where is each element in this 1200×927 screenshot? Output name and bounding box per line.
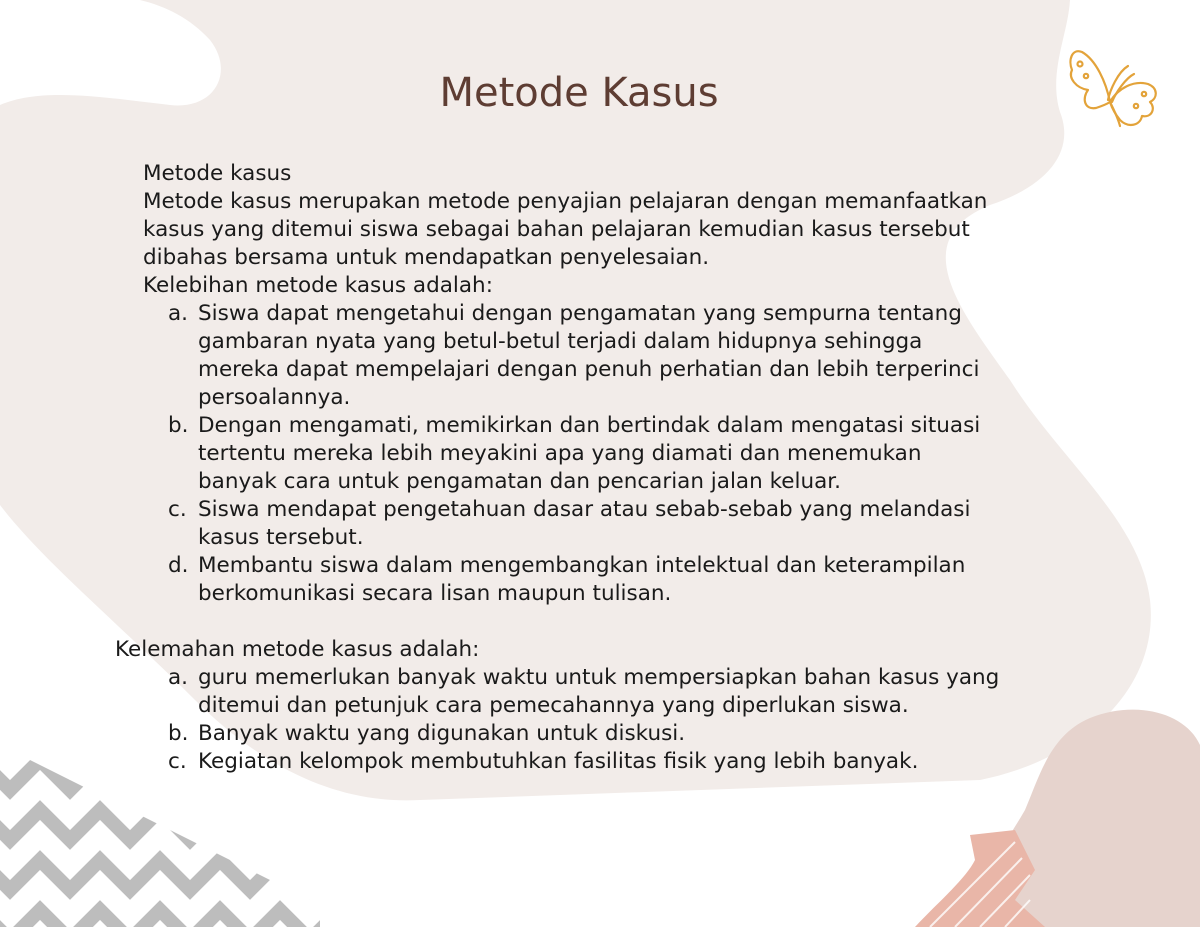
kelebihan-list — [0, 300, 1200, 608]
list-item — [0, 748, 1108, 776]
list-item-line: Banyak waktu yang digunakan untuk diskusi. — [198, 721, 686, 746]
list-item-line: Dengan mengamati, memikirkan dan bertindak dalam mengatasi situasi — [198, 413, 981, 438]
list-item-line: banyak cara untuk pengamatan dan pencarian jalan keluar. — [198, 469, 841, 494]
list-marker: c. — [168, 497, 187, 522]
list-item-line: Kegiatan kelompok membutuhkan fasilitas fisik yang lebih banyak. — [198, 749, 919, 774]
intro-line: Metode kasus merupakan metode penyajian pelajaran dengan memanfaatkan — [143, 189, 988, 214]
list-item-line: kasus tersebut. — [198, 525, 364, 550]
list-item-line: ditemui dan petunjuk cara pemecahannya yang diperlukan siswa. — [198, 693, 909, 718]
list-item-line: Siswa dapat mengetahui dengan pengamatan yang sempurna tentang — [198, 301, 962, 326]
list-item-line: mereka dapat mempelajari dengan penuh perhatian dan lebih terperinci — [198, 357, 980, 382]
list-item — [0, 664, 1108, 720]
list-item — [0, 412, 1108, 496]
list-item-line: guru memerlukan banyak waktu untuk mempersiapkan bahan kasus yang — [198, 665, 1000, 690]
list-marker: c. — [168, 749, 187, 774]
list-item-line: tertentu mereka lebih meyakini apa yang diamati dan menemukan — [198, 441, 922, 466]
list-item — [0, 720, 1108, 748]
intro-line: kasus yang ditemui siswa sebagai bahan pelajaran kemudian kasus tersebut — [143, 217, 970, 242]
kelemahan-list — [0, 664, 1200, 776]
list-item-line: gambaran nyata yang betul-betul terjadi dalam hidupnya sehingga — [198, 329, 923, 354]
intro-heading: Metode kasus — [143, 161, 292, 186]
list-marker: b. — [168, 413, 189, 438]
list-item-line: persoalannya. — [198, 385, 351, 410]
intro-line: dibahas bersama untuk mendapatkan penyelesaian. — [143, 245, 710, 270]
list-marker: b. — [168, 721, 189, 746]
list-marker: a. — [168, 665, 189, 690]
kelebihan-heading: Kelebihan metode kasus adalah: — [143, 273, 493, 298]
list-item-line: Siswa mendapat pengetahuan dasar atau sebab-sebab yang melandasi — [198, 497, 971, 522]
list-marker: d. — [168, 553, 189, 578]
page-title: Metode Kasus — [439, 70, 719, 116]
spacer — [0, 608, 1200, 636]
list-item-line: Membantu siswa dalam mengembangkan intelektual dan keterampilan — [198, 553, 966, 578]
list-item — [0, 552, 1108, 608]
slide-content — [0, 160, 1200, 776]
list-item — [0, 496, 1108, 552]
list-item-line: berkomunikasi secara lisan maupun tulisan. — [198, 581, 672, 606]
list-item — [0, 300, 1108, 412]
kelemahan-heading: Kelemahan metode kasus adalah: — [115, 637, 480, 662]
list-marker: a. — [168, 301, 189, 326]
